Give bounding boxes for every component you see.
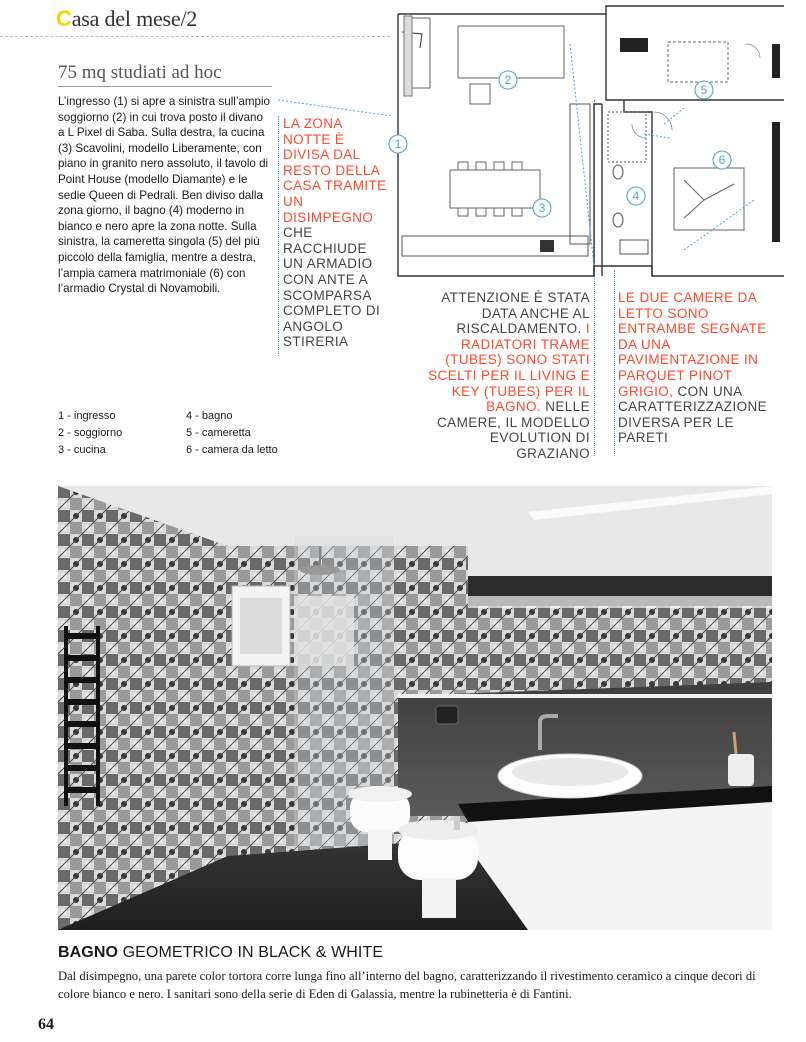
section-heading-text: asa del mese/2 <box>71 6 198 31</box>
callout-night-zone-leader <box>270 92 400 132</box>
plan-bath-fixtures <box>608 112 648 254</box>
callout-bedrooms-highlight: LE DUE CAMERE DA LETTO SONO ENTRAMBE SEGNATE DA UNA PAVIMENTAZIONE IN PARQUET PINOT GRIGIO, <box>618 290 767 399</box>
plan-dining-table <box>450 162 540 216</box>
legend-item: 3 - cucina <box>58 444 106 456</box>
caption-title-bold: BAGNO <box>58 944 119 961</box>
plan-sofa <box>410 18 564 104</box>
photo-caption-text: Dal disimpegno, una parete color tortora corre lunga fino all’interno del bagno, caratterizzando il rivestimento ceramico a cinque decori di colore bianco e nero. I sanitari sono della serie di Eden di Galassia, mentre la rubinetteria è di Fantini. <box>58 969 756 1001</box>
plan-number-5: 5 <box>700 83 708 97</box>
callout-bedrooms-text: CON UNA CARATTERIZZAZIONE DIVERSA PER LE PARETI <box>618 383 768 446</box>
plan-room-numbers <box>395 73 726 215</box>
callout-bedrooms-leader <box>614 270 615 456</box>
callout-heating-text-2: NELLE CAMERE, IL MODELLO EVOLUTION DI GRAZIANO <box>437 399 590 461</box>
callout-night-zone-text: CHE RACCHIUDE UN ARMADIO CON ANTE A SCOMPARSA COMPLETO DI ANGOLO STIRERIA <box>283 225 381 350</box>
callout-bedrooms <box>618 290 768 446</box>
callout-heating-text-1: ATTENZIONE È STATA DATA ANCHE AL RISCALDAMENTO. <box>441 290 590 337</box>
section-heading-initial: C <box>56 6 72 31</box>
intro-paragraph: L’ingresso (1) si apre a sinistra sull’ampio soggiorno (2) in cui trova posto il divano a L Pixel di Saba. Sulla destra, la cucina (3) Scavolini, modello Liberamente, con piano in granito nero assoluto, il tavolo di Point House (modello Diamante) e le sedie Queen di Pedrali. Ben diviso dalla zona giorno, il bagno (4) moderno in bianco e nero apre la zona notte. Sulla sinistra, la cameretta singola (5) del più piccolo della famiglia, mentre a destra, l’ampia camera matrimoniale (6) con l’armadio Crystal di Novamobili. <box>58 95 270 296</box>
plan-wall-kitchen <box>594 104 602 276</box>
plan-cabinet <box>404 16 412 96</box>
page-number: 64 <box>38 1016 54 1033</box>
callout-heating-highlight: I RADIATORI TRAME (TUBES) SONO STATI SCELTI PER IL LIVING E KEY (TUBES) PER IL BAGNO. <box>428 321 590 415</box>
plan-number-1: 1 <box>394 137 402 151</box>
subtitle-divider <box>58 86 272 87</box>
legend-item: 1 - ingresso <box>58 410 116 422</box>
callout-night-zone-highlight: LA ZONA NOTTE È DIVISA DAL RESTO DELLA CASA TRAMITE UN DISIMPEGNO <box>283 116 387 225</box>
plan-kitchen-counter <box>402 104 590 256</box>
caption-title-rest: GEOMETRICO IN BLACK & WHITE <box>118 944 384 961</box>
bathroom-photo <box>58 486 772 930</box>
plan-room-markers <box>389 71 731 217</box>
plan-number-2: 2 <box>504 73 512 87</box>
legend-item: 5 - cameretta <box>186 427 251 439</box>
article-subtitle: 75 mq studiati ad hoc <box>58 62 222 83</box>
legend-item: 2 - soggiorno <box>58 427 123 439</box>
plan-wall-bath <box>598 266 784 276</box>
callout-night-zone <box>278 116 390 356</box>
section-heading <box>56 6 197 32</box>
callout-heating <box>420 290 590 462</box>
plan-wall-hall <box>606 14 624 100</box>
toothbrush-holder <box>728 754 754 786</box>
plan-beds <box>668 42 744 230</box>
plan-number-6: 6 <box>718 153 726 167</box>
floor-plan <box>384 4 784 290</box>
plan-number-3: 3 <box>538 201 546 215</box>
photo-caption-title <box>58 944 383 962</box>
header-divider <box>0 36 390 37</box>
patterned-tile-wall <box>58 486 228 930</box>
plan-cooktop <box>540 240 554 252</box>
legend-item: 4 - bagno <box>186 410 233 422</box>
legend-item: 6 - camera da letto <box>186 444 278 456</box>
plan-radiators <box>620 38 780 242</box>
shower-head <box>300 565 340 575</box>
room-legend <box>58 408 318 459</box>
plan-number-4: 4 <box>632 189 640 203</box>
